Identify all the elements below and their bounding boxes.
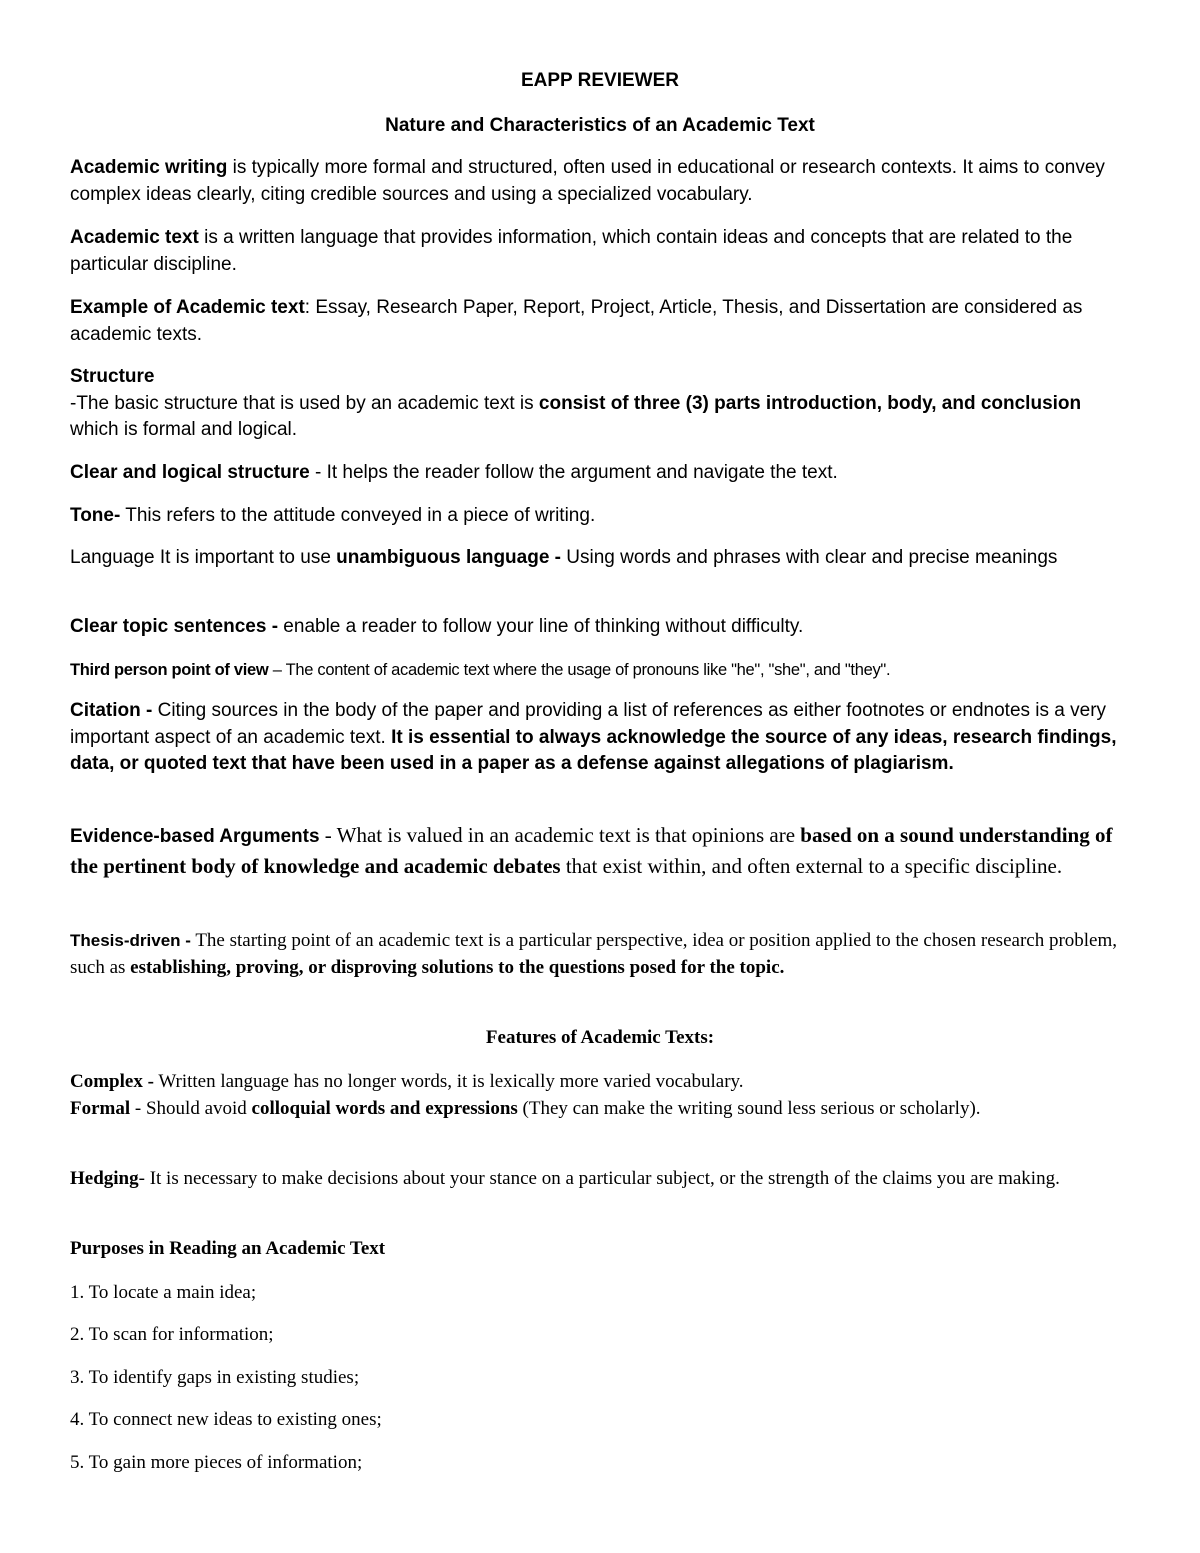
topic-sentences-paragraph [70,614,1130,641]
purpose-item-4: 4. To connect new ideas to existing ones; [70,1409,382,1430]
structure-heading: Structure [70,366,155,387]
thesis-term: Thesis-driven - [70,931,191,950]
structure-paragraph [70,364,1130,444]
structure-text-b: which is formal and logical. [70,419,298,440]
purpose-item-3: 3. To identify gaps in existing studies; [70,1367,360,1388]
topic-sentences-term: Clear topic sentences - [70,616,279,637]
formal-bold: colloquial words and expressions [251,1097,518,1119]
evidence-term: Evidence-based Arguments [70,826,320,847]
hedging-text: - It is necessary to make decisions about your stance on a particular subject, or the strength of the claims you are making. [138,1168,1060,1189]
academic-text-text: is a written language that provides information, which contain ideas and concepts that are related to the particular discipline. [70,227,1073,275]
complex-text: Written language has no longer words, it is lexically more varied vocabulary. [153,1071,744,1092]
example-text: : Essay, Research Paper, Report, Project, Article, Thesis, and Dissertation are considered as academic texts. [70,297,1083,345]
evidence-text-a: - What is valued in an academic text is that opinions are [319,823,801,847]
structure-text-a: -The basic structure that is used by an academic text is [70,392,539,414]
academic-writing-text: is typically more formal and structured, often used in educational or research contexts. It aims to convey complex ideas clearly, citing credible sources and using a specialized vocabulary. [70,157,1105,205]
academic-writing-term: Academic writing [70,157,228,178]
complex-formal-paragraph [70,1069,1130,1122]
thesis-paragraph [70,928,1130,981]
formal-text-b: (They can make the writing sound less serious or scholarly). [517,1097,981,1119]
hedging-paragraph [70,1166,1130,1193]
hedging-term: Hedging [70,1168,139,1189]
language-bold: unambiguous language - [336,547,562,568]
document-title: EAPP REVIEWER [520,70,680,91]
language-text-b: Using words and phrases with clear and precise meanings [561,547,1058,568]
document-subtitle: Nature and Characteristics of an Academic Text [385,115,815,136]
academic-text-paragraph [70,225,1130,278]
third-person-paragraph [70,658,1130,682]
third-person-text: – The content of academic text where the usage of pronouns like "he", "she", and "they". [268,661,891,679]
clear-logical-text: - It helps the reader follow the argument and navigate the text. [309,462,838,483]
formal-term: Formal [70,1097,131,1119]
citation-bold: It is essential to always acknowledge the source of any ideas, research findings, data, or quoted text that have been used in a paper as a defense against allegations of plagiarism. [70,726,1117,774]
thesis-text-a: The starting point of an academic text is a particular perspective, idea or position applied to the chosen research problem, such as [70,930,1118,978]
clear-logical-paragraph [70,460,1130,487]
language-text-a: Language It is important to use [70,547,337,568]
thesis-bold: establishing, proving, or disproving solutions to the questions posed for the topic. [130,956,785,978]
evidence-bold: based on a sound understanding of the pertinent body of knowledge and academic debates [70,823,1113,878]
citation-paragraph [70,698,1130,778]
clear-logical-term: Clear and logical structure [70,462,310,483]
academic-text-term: Academic text [70,227,199,248]
formal-text-a: - Should avoid [130,1097,252,1119]
citation-term: Citation - [70,700,153,721]
purpose-item-1: 1. To locate a main idea; [70,1282,257,1303]
complex-term: Complex - [70,1071,154,1092]
tone-text: This refers to the attitude conveyed in a piece of writing. [120,505,596,526]
tone-term: Tone- [70,505,121,526]
purpose-item-2: 2. To scan for information; [70,1324,274,1345]
language-paragraph [70,545,1130,572]
example-paragraph [70,295,1130,348]
purpose-item-5: 5. To gain more pieces of information; [70,1452,363,1473]
example-term: Example of Academic text [70,297,305,318]
topic-sentences-text: enable a reader to follow your line of thinking without difficulty. [278,616,804,637]
citation-text: Citing sources in the body of the paper and providing a list of references as either footnotes or endnotes is a very important aspect of an academic text. [70,700,1107,748]
purposes-heading: Purposes in Reading an Academic Text [70,1238,386,1259]
structure-bold: consist of three (3) parts introduction, body, and conclusion [538,392,1082,414]
evidence-text-b: that exist within, and often external to a specific discipline. [560,853,1063,878]
tone-paragraph [70,503,1130,530]
academic-writing-paragraph [70,155,1130,208]
evidence-paragraph [70,820,1130,881]
features-heading: Features of Academic Texts: [485,1027,715,1048]
third-person-term: Third person point of view [70,661,269,679]
